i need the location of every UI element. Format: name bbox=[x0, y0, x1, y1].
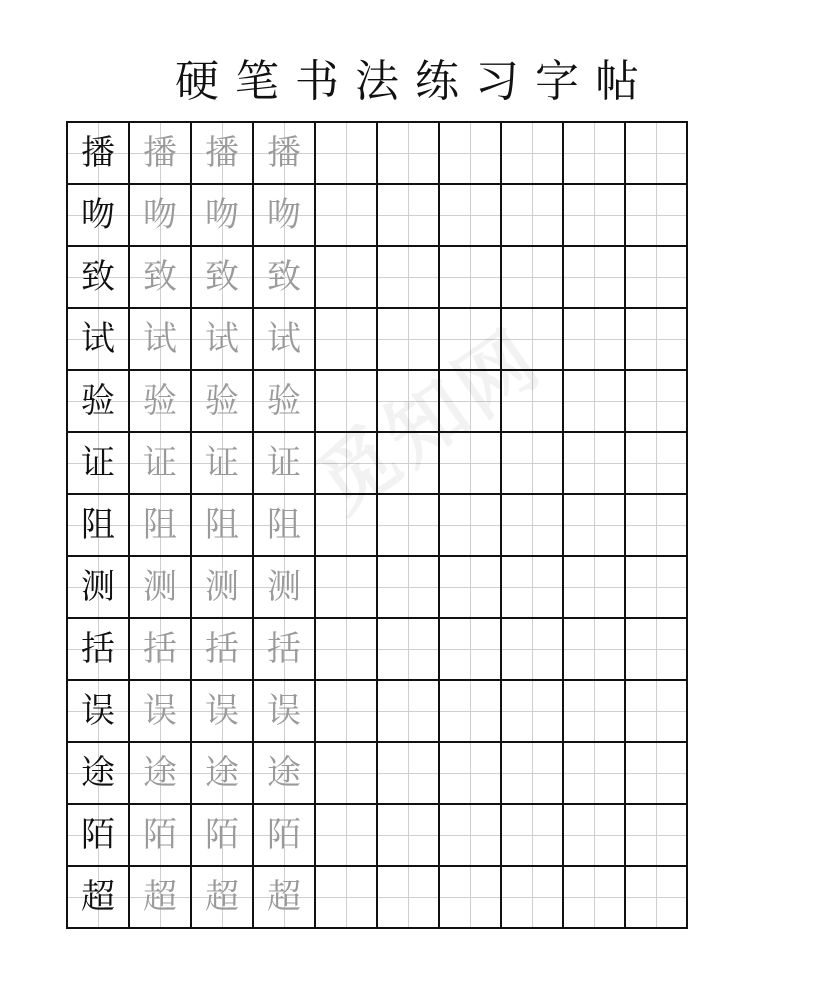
model-cell bbox=[68, 309, 130, 371]
trace-character: 途 bbox=[267, 753, 301, 793]
practice-grid bbox=[66, 121, 688, 929]
trace-character: 验 bbox=[267, 381, 301, 421]
model-cell bbox=[68, 371, 130, 433]
blank-practice-cell[interactable] bbox=[440, 495, 502, 557]
blank-practice-cell[interactable] bbox=[564, 433, 626, 495]
model-character: 陌 bbox=[81, 815, 115, 855]
blank-practice-cell[interactable] bbox=[564, 867, 626, 929]
trace-character: 误 bbox=[143, 691, 177, 731]
trace-character: 证 bbox=[205, 443, 239, 483]
model-character: 试 bbox=[81, 319, 115, 359]
trace-cell bbox=[130, 867, 192, 929]
trace-cell bbox=[192, 371, 254, 433]
blank-practice-cell[interactable] bbox=[502, 557, 564, 619]
model-character: 括 bbox=[81, 629, 115, 669]
blank-practice-cell[interactable] bbox=[316, 123, 378, 185]
trace-cell bbox=[130, 681, 192, 743]
blank-practice-cell[interactable] bbox=[316, 743, 378, 805]
trace-cell bbox=[192, 185, 254, 247]
trace-character: 陌 bbox=[267, 815, 301, 855]
trace-character: 测 bbox=[267, 567, 301, 607]
trace-cell bbox=[254, 247, 316, 309]
trace-character: 阻 bbox=[143, 505, 177, 545]
blank-practice-cell[interactable] bbox=[378, 867, 440, 929]
blank-practice-cell[interactable] bbox=[316, 247, 378, 309]
model-character: 播 bbox=[81, 133, 115, 173]
blank-practice-cell[interactable] bbox=[564, 557, 626, 619]
trace-cell bbox=[254, 681, 316, 743]
blank-practice-cell[interactable] bbox=[440, 743, 502, 805]
blank-practice-cell[interactable] bbox=[564, 309, 626, 371]
blank-practice-cell[interactable] bbox=[440, 185, 502, 247]
model-cell bbox=[68, 867, 130, 929]
blank-practice-cell[interactable] bbox=[502, 619, 564, 681]
trace-character: 测 bbox=[205, 567, 239, 607]
trace-character: 超 bbox=[205, 877, 239, 917]
blank-practice-cell[interactable] bbox=[378, 681, 440, 743]
blank-practice-cell[interactable] bbox=[626, 309, 688, 371]
model-cell bbox=[68, 681, 130, 743]
blank-practice-cell[interactable] bbox=[564, 371, 626, 433]
trace-cell bbox=[130, 495, 192, 557]
trace-character: 播 bbox=[205, 133, 239, 173]
trace-character: 试 bbox=[267, 319, 301, 359]
blank-practice-cell[interactable] bbox=[626, 495, 688, 557]
blank-practice-cell[interactable] bbox=[378, 309, 440, 371]
trace-cell bbox=[192, 867, 254, 929]
blank-practice-cell[interactable] bbox=[316, 619, 378, 681]
blank-practice-cell[interactable] bbox=[564, 805, 626, 867]
trace-cell bbox=[192, 433, 254, 495]
trace-character: 括 bbox=[267, 629, 301, 669]
model-cell bbox=[68, 805, 130, 867]
model-character: 验 bbox=[81, 381, 115, 421]
trace-cell bbox=[254, 371, 316, 433]
blank-practice-cell[interactable] bbox=[502, 743, 564, 805]
blank-practice-cell[interactable] bbox=[440, 867, 502, 929]
trace-cell bbox=[192, 247, 254, 309]
blank-practice-cell[interactable] bbox=[564, 185, 626, 247]
blank-practice-cell[interactable] bbox=[316, 557, 378, 619]
trace-cell bbox=[192, 309, 254, 371]
trace-cell bbox=[254, 619, 316, 681]
model-cell bbox=[68, 495, 130, 557]
model-cell bbox=[68, 557, 130, 619]
blank-practice-cell[interactable] bbox=[440, 247, 502, 309]
blank-practice-cell[interactable] bbox=[626, 247, 688, 309]
model-cell bbox=[68, 123, 130, 185]
model-character: 测 bbox=[81, 567, 115, 607]
trace-character: 测 bbox=[143, 567, 177, 607]
trace-character: 括 bbox=[143, 629, 177, 669]
blank-practice-cell[interactable] bbox=[564, 123, 626, 185]
blank-practice-cell[interactable] bbox=[440, 123, 502, 185]
trace-character: 陌 bbox=[205, 815, 239, 855]
blank-practice-cell[interactable] bbox=[316, 309, 378, 371]
trace-character: 超 bbox=[143, 877, 177, 917]
trace-cell bbox=[254, 123, 316, 185]
trace-character: 超 bbox=[267, 877, 301, 917]
trace-character: 阻 bbox=[267, 505, 301, 545]
trace-cell bbox=[254, 557, 316, 619]
model-character: 途 bbox=[81, 753, 115, 793]
model-cell bbox=[68, 743, 130, 805]
trace-character: 试 bbox=[143, 319, 177, 359]
trace-cell bbox=[130, 371, 192, 433]
blank-practice-cell[interactable] bbox=[502, 123, 564, 185]
trace-cell bbox=[130, 185, 192, 247]
blank-practice-cell[interactable] bbox=[316, 185, 378, 247]
blank-practice-cell[interactable] bbox=[502, 867, 564, 929]
trace-character: 吻 bbox=[205, 195, 239, 235]
trace-character: 致 bbox=[267, 257, 301, 297]
trace-character: 验 bbox=[143, 381, 177, 421]
model-cell bbox=[68, 433, 130, 495]
model-character: 吻 bbox=[81, 195, 115, 235]
blank-practice-cell[interactable] bbox=[440, 371, 502, 433]
trace-cell bbox=[254, 185, 316, 247]
trace-character: 陌 bbox=[143, 815, 177, 855]
blank-practice-cell[interactable] bbox=[626, 185, 688, 247]
trace-character: 试 bbox=[205, 319, 239, 359]
trace-character: 吻 bbox=[143, 195, 177, 235]
trace-cell bbox=[254, 743, 316, 805]
blank-practice-cell[interactable] bbox=[378, 557, 440, 619]
blank-practice-cell[interactable] bbox=[626, 805, 688, 867]
trace-character: 致 bbox=[143, 257, 177, 297]
trace-character: 证 bbox=[143, 443, 177, 483]
blank-practice-cell[interactable] bbox=[316, 495, 378, 557]
model-character: 超 bbox=[81, 877, 115, 917]
blank-practice-cell[interactable] bbox=[564, 743, 626, 805]
trace-character: 致 bbox=[205, 257, 239, 297]
blank-practice-cell[interactable] bbox=[502, 495, 564, 557]
blank-practice-cell[interactable] bbox=[502, 805, 564, 867]
blank-practice-cell[interactable] bbox=[378, 371, 440, 433]
blank-practice-cell[interactable] bbox=[378, 185, 440, 247]
blank-practice-cell[interactable] bbox=[564, 495, 626, 557]
trace-character: 播 bbox=[267, 133, 301, 173]
trace-cell bbox=[130, 309, 192, 371]
blank-practice-cell[interactable] bbox=[502, 681, 564, 743]
blank-practice-cell[interactable] bbox=[378, 805, 440, 867]
model-character: 证 bbox=[81, 443, 115, 483]
model-character: 致 bbox=[81, 257, 115, 297]
blank-practice-cell[interactable] bbox=[502, 309, 564, 371]
blank-practice-cell[interactable] bbox=[502, 371, 564, 433]
trace-cell bbox=[130, 247, 192, 309]
blank-practice-cell[interactable] bbox=[440, 805, 502, 867]
blank-practice-cell[interactable] bbox=[378, 247, 440, 309]
page-title: 硬笔书法练习字帖 bbox=[175, 56, 655, 107]
trace-character: 途 bbox=[143, 753, 177, 793]
trace-character: 阻 bbox=[205, 505, 239, 545]
blank-practice-cell[interactable] bbox=[626, 557, 688, 619]
model-character: 阻 bbox=[81, 505, 115, 545]
trace-cell bbox=[254, 867, 316, 929]
trace-cell bbox=[192, 681, 254, 743]
trace-cell bbox=[130, 557, 192, 619]
blank-practice-cell[interactable] bbox=[316, 805, 378, 867]
trace-cell bbox=[192, 557, 254, 619]
blank-practice-cell[interactable] bbox=[626, 743, 688, 805]
blank-practice-cell[interactable] bbox=[440, 433, 502, 495]
trace-cell bbox=[130, 619, 192, 681]
blank-practice-cell[interactable] bbox=[378, 123, 440, 185]
trace-character: 验 bbox=[205, 381, 239, 421]
trace-cell bbox=[192, 619, 254, 681]
practice-sheet bbox=[66, 121, 693, 940]
blank-practice-cell[interactable] bbox=[440, 309, 502, 371]
trace-character: 吻 bbox=[267, 195, 301, 235]
blank-practice-cell[interactable] bbox=[626, 867, 688, 929]
blank-practice-cell[interactable] bbox=[564, 681, 626, 743]
blank-practice-cell[interactable] bbox=[502, 433, 564, 495]
trace-cell bbox=[130, 123, 192, 185]
model-cell bbox=[68, 185, 130, 247]
blank-practice-cell[interactable] bbox=[440, 681, 502, 743]
trace-character: 误 bbox=[205, 691, 239, 731]
blank-practice-cell[interactable] bbox=[316, 433, 378, 495]
blank-practice-cell[interactable] bbox=[564, 619, 626, 681]
trace-cell bbox=[130, 433, 192, 495]
blank-practice-cell[interactable] bbox=[440, 619, 502, 681]
trace-cell bbox=[130, 805, 192, 867]
trace-cell bbox=[192, 805, 254, 867]
trace-character: 误 bbox=[267, 691, 301, 731]
trace-character: 括 bbox=[205, 629, 239, 669]
blank-practice-cell[interactable] bbox=[564, 247, 626, 309]
blank-practice-cell[interactable] bbox=[626, 681, 688, 743]
trace-cell bbox=[254, 433, 316, 495]
trace-cell bbox=[192, 123, 254, 185]
blank-practice-cell[interactable] bbox=[378, 619, 440, 681]
trace-cell bbox=[254, 495, 316, 557]
blank-practice-cell[interactable] bbox=[378, 495, 440, 557]
trace-character: 证 bbox=[267, 443, 301, 483]
blank-practice-cell[interactable] bbox=[316, 371, 378, 433]
blank-practice-cell[interactable] bbox=[626, 123, 688, 185]
trace-cell bbox=[192, 743, 254, 805]
blank-practice-cell[interactable] bbox=[626, 619, 688, 681]
trace-character: 播 bbox=[143, 133, 177, 173]
model-cell bbox=[68, 619, 130, 681]
trace-cell bbox=[130, 743, 192, 805]
blank-practice-cell[interactable] bbox=[378, 433, 440, 495]
blank-practice-cell[interactable] bbox=[626, 433, 688, 495]
model-character: 误 bbox=[81, 691, 115, 731]
blank-practice-cell[interactable] bbox=[502, 185, 564, 247]
model-cell bbox=[68, 247, 130, 309]
trace-cell bbox=[254, 309, 316, 371]
blank-practice-cell[interactable] bbox=[626, 371, 688, 433]
blank-practice-cell[interactable] bbox=[316, 867, 378, 929]
blank-practice-cell[interactable] bbox=[316, 681, 378, 743]
trace-cell bbox=[254, 805, 316, 867]
blank-practice-cell[interactable] bbox=[378, 743, 440, 805]
blank-practice-cell[interactable] bbox=[440, 557, 502, 619]
blank-practice-cell[interactable] bbox=[502, 247, 564, 309]
trace-character: 途 bbox=[205, 753, 239, 793]
trace-cell bbox=[192, 495, 254, 557]
